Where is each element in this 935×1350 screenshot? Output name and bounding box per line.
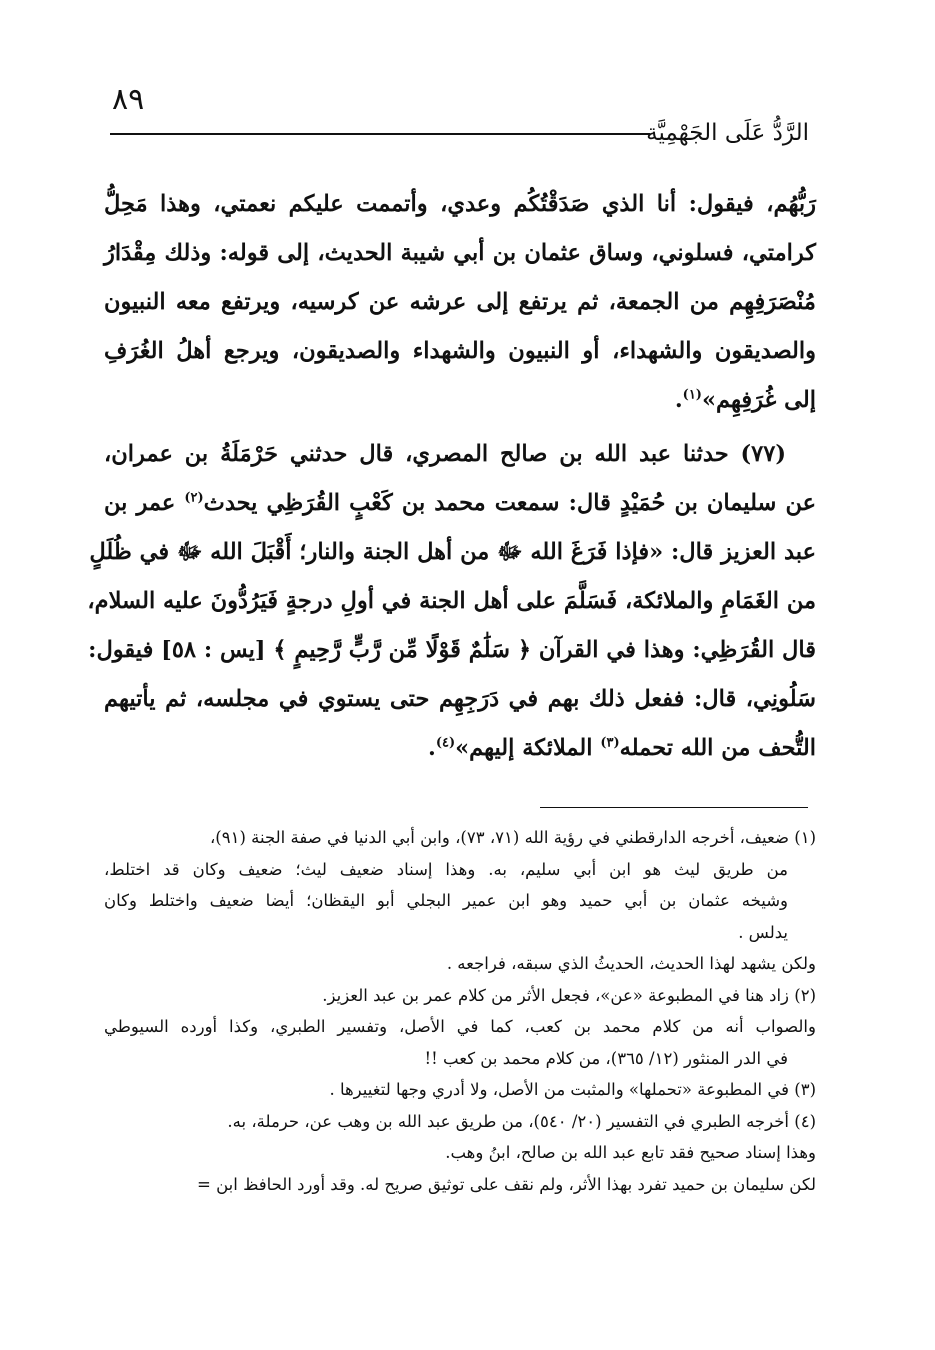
text-segment: عمر بن xyxy=(104,490,185,516)
footnote-ref-3: (٣) xyxy=(600,735,620,751)
text-segment: التُّحف من الله تحمله xyxy=(619,735,816,761)
text-line xyxy=(104,376,816,425)
header-rule xyxy=(110,133,650,135)
paragraph-1 xyxy=(104,180,816,425)
text-segment: الملائكة إليهم» xyxy=(455,735,601,761)
footnote-line: من طريق ليث هو ابن أبي سليم، به. وهذا إسناد ضعيف ليث؛ ضعيف وكان قد اختلط، xyxy=(104,859,788,879)
text-line: والصديقون والشهداء، أو النبيون والشهداء والصديقون، ويرجع أهلُ الغُرَفِ xyxy=(104,338,816,364)
footnote-line: (٣) في المطبوعة «تحملها» والمثبت من الأصل، ولا أدري وجها لتغييرها . xyxy=(329,1080,816,1099)
text-segment: . xyxy=(674,387,683,413)
text-line: سَلُونِي، قال: ففعل ذلك بهم في دَرَجِهِم حتى يستوي في مجلسه، ثم يأتيهم xyxy=(104,686,816,712)
footnote-ref-2: (٢) xyxy=(184,490,204,506)
footnote-line: (٤) أخرجه الطبري في التفسير (٢٠/ ٥٤٠)، من طريق عبد الله بن وهب عن، حرملة، به. xyxy=(227,1111,816,1131)
footnote-separator xyxy=(540,807,808,808)
footnote-line: يدلس . xyxy=(738,922,788,942)
footnote-line: (١) ضعيف، أخرجه الدارقطني في رؤية الله (٧١، ٧٣)، وابن أبي الدنيا في صفة الجنة (٩١)، xyxy=(209,828,816,847)
text-line: قال القُرَظِي: وهذا في القرآن ﴿ سَلَٰمٌ قَوْلًا مِّن رَّبٍّ رَّحِيمٍ ﴾ [يس : ٥٨] فيقول: xyxy=(88,637,816,663)
page-number: ٨٩ xyxy=(112,82,145,117)
footnotes xyxy=(104,822,816,1200)
footnote-line: ولكن يشهد لهذا الحديث، الحديثُ الذي سبقه، فراجعه . xyxy=(446,954,816,973)
footnote-ref-4: (٤) xyxy=(435,735,456,751)
text-line: مُنْصَرَفِهِم من الجمعة، ثم يرتفع إلى عرشه عن كرسيه، ويرتفع معه النبيون xyxy=(104,289,816,315)
footnote-line: والصواب أنه من كلام محمد بن كعب، كما في الأصل، وتفسير الطبري، وكذا أورده السيوطي xyxy=(104,1017,816,1036)
running-header-title: الرَّدُّ عَلَى الجَهْمِيَّة xyxy=(646,120,809,146)
text-segment: . xyxy=(427,735,436,761)
footnote-line: (٢) زاد هنا في المطبوعة «عن»، فجعل الأثر من كلام عمر بن عبد العزيز. xyxy=(322,985,816,1005)
footnote-ref-1: (١) xyxy=(682,387,702,403)
footnote-line: وشيخه عثمان بن أبي حميد وهو ابن عمير البجلي أبو اليقظان؛ أيضا ضعيف واختلط وكان xyxy=(104,891,788,910)
footnote-line: لكن سليمان بن حميد تفرد بهذا الأثر، ولم نقف على توثيق صريح له. وقد أورد الحافظ ابن = xyxy=(197,1174,816,1194)
text-line xyxy=(104,479,816,528)
text-line xyxy=(104,724,816,773)
footnote-line: في الدر المنثور (١٢/ ٣٦٥)، من كلام محمد بن كعب !! xyxy=(424,1048,788,1068)
text-line: كرامتي، فسلوني، وساق عثمان بن أبي شيبة الحديث، إلى قوله: وذلك مِقْدَارُ xyxy=(104,240,816,266)
text-line: (٧٧) حدثنا عبد الله بن صالح المصري، قال حدثني حَرْمَلَةُ بن عمران، xyxy=(104,441,786,467)
text-line: من الغَمَامِ والملائكة، فَسَلَّمَ على أهل الجنة في أولِ درجةٍ فَيَرُدُّونَ عليه السلام، xyxy=(87,588,816,614)
text-line: رَبُّهُم، فيقول: أنا الذي صَدَقْتُكُم وعدي، وأتممت عليكم نعمتي، وهذا مَحِلُّ xyxy=(104,191,816,217)
text-segment: إلى غُرَفِهِم» xyxy=(701,387,816,413)
text-segment: عن سليمان بن حُمَيْدٍ قال: سمعت محمد بن كَعْبٍ القُرَظِي يحدث xyxy=(203,490,816,516)
paragraph-77 xyxy=(87,430,816,773)
text-line: عبد العزيز قال: «فإذا فَرَغَ الله ﷻ من أهل الجنة والنار؛ أَقْبَلَ الله ﷻ في ظُلَلٍ xyxy=(89,539,816,565)
footnote-line: وهذا إسناد صحيح فقد تابع عبد الله بن صالح، ابنُ وهب. xyxy=(445,1143,816,1162)
